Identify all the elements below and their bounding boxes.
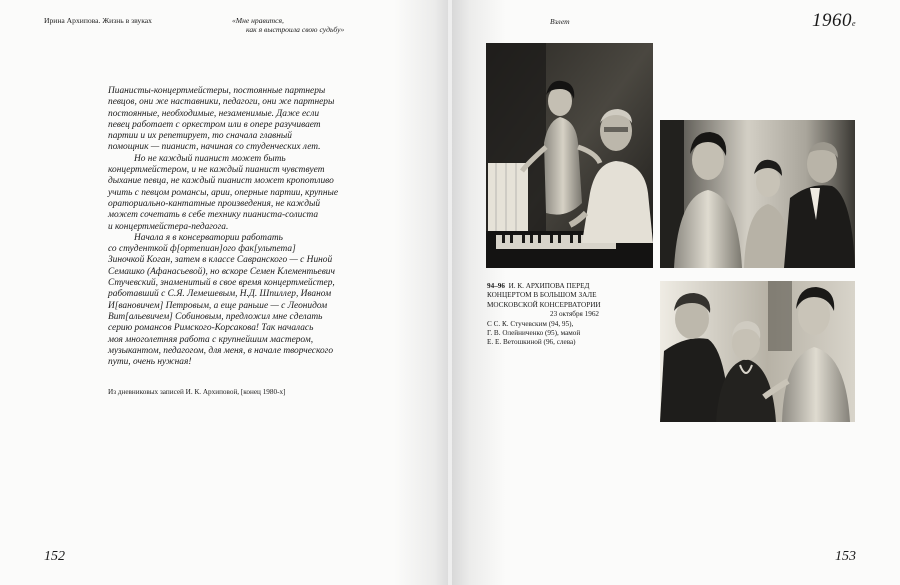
caption-people-line1: С С. К. Стучевским (94, 95),: [487, 319, 574, 328]
decade-year: 1960: [811, 10, 852, 31]
caption-title-line2: КОНЦЕРТОМ В БОЛЬШОМ ЗАЛЕ: [487, 291, 597, 300]
caption-title: И. К. АРХИПОВА ПЕРЕД: [508, 282, 590, 290]
diary-text: [108, 86, 368, 368]
page-number-left: 152: [44, 549, 65, 564]
paragraph: Но не каждый пианист может быть концертмейстером, и не каждый пианист чувствует дыхание певца, не каждый пианист может кропотливо учить с певцом романсы, арии, оперные партии, крупные ораториально-кантатные произведения, не каждый может сочетать в себе технику пианиста-солиста и концертмейстера-педагога.: [108, 153, 339, 232]
running-header-quote: [232, 16, 344, 34]
decade-suffix: е: [851, 19, 856, 28]
paragraph: Пианисты-концертмейстеры, постоянные партнеры певцов, они же наставники, педагоги, они же партнеры постоянные, необходимые, незаменимые. Даже если певец работает с оркестром или в опере разучивает партии и их репетирует, то сначала главный помощник — пианист, начиная со студенческих лет.: [108, 86, 335, 153]
caption-date: 23 октября 1962: [549, 310, 600, 319]
caption-people-line3: Е. Е. Ветошкиной (96, слева): [487, 338, 576, 347]
caption-numbers: 94–96: [487, 282, 505, 290]
caption-title-line1: [487, 282, 662, 291]
photo-96-mother-and-women: [660, 281, 855, 422]
page-number-right: 153: [835, 549, 856, 564]
running-header-quote-line1: «Мне нравится,: [232, 16, 284, 25]
decade-marker: [812, 10, 856, 32]
left-page: [0, 0, 448, 585]
photo-caption: [487, 282, 662, 348]
caption-people-line2: Г. В. Олейниченко (95), мамой: [487, 329, 581, 338]
running-header-section: Взлет: [550, 17, 570, 26]
running-header-quote-line2: как я выстроила свою судьбу»: [246, 25, 345, 34]
photo-94-singer-at-piano: [486, 43, 653, 268]
photo-95-group-conversation: [660, 120, 855, 268]
caption-title-line3: МОСКОВСКОЙ КОНСЕРВАТОРИИ: [487, 300, 601, 309]
running-header-left: Ирина Архипова. Жизнь в звуках: [44, 16, 152, 25]
paragraph: Начала я в консерватории работать со студенткой ф[ортепиан]ого фак[ультета] Зиночкой Коган, затем в классе Савранского — с Ниной Семашко (Афанасьевой), но вскоре Семен Клементьевич Стучевский, знаменитый в свое время концертмейстер, работавший с С.Я. Лемешевым, Н.Д. Шпиллер, Иваном И[вановичем] Петровым, а еще раньше — с Леонидом Вит[альевичем] Собиновым, предложил мне сделать серию романсов Римского-Корсакова! Так началась моя многолетняя работа с крупнейшим мастером, музыкантом, педагогом, для меня, в начале творческого пути, очень нужная!: [108, 232, 335, 368]
source-note: Из дневниковых записей И. К. Архиповой, [конец 1980-х]: [108, 388, 286, 396]
